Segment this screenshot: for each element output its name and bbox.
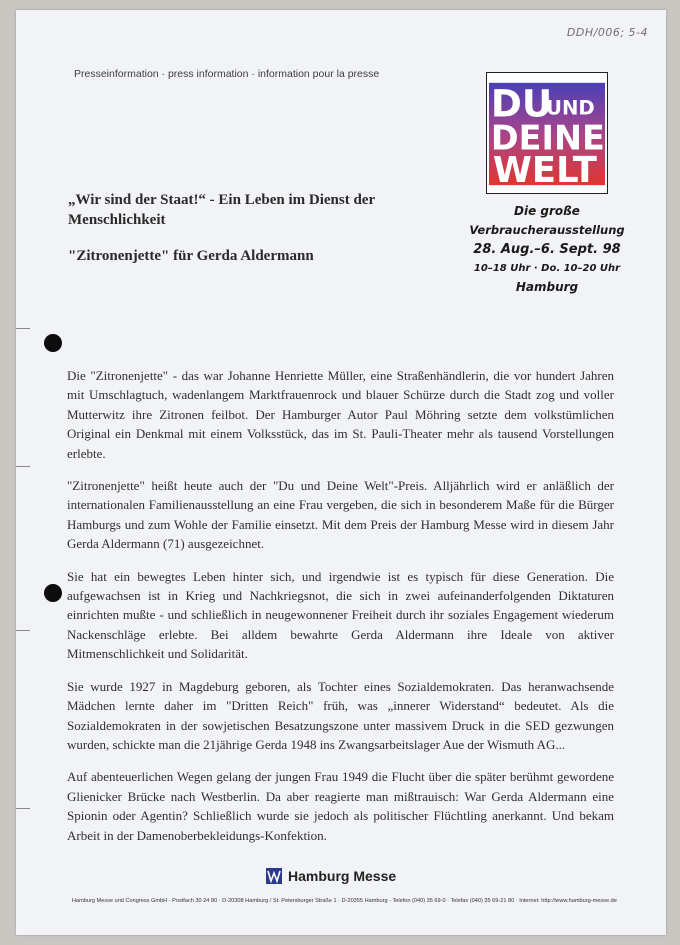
fold-mark bbox=[16, 328, 30, 329]
fair-info-block bbox=[456, 202, 638, 297]
paragraph: Sie hat ein bewegtes Leben hinter sich, und irgendwie ist es typisch für diese Generation. Die aufgewachsen ist in Krieg und Nachkriegsnot, die sich in zwei aufeinanderfolgenden Diktaturen einrichten mußte - und schließlich in neugewonnener Freiheit durch ihr soziales Engagement wiederum Nackenschläge erlebte. Bei alldem bewahrte Gerda Aldermann ihre Ideale von aktiver Mitmenschlichkeit und Solidarität. bbox=[67, 568, 614, 662]
paragraph: "Zitronenjette" heißt heute auch der "Du und Deine Welt"-Preis. Alljährlich wird er anläßlich der internationalen Familienausstellung an eine Frau vergeben, die sich in besonderem Maße für die Bürger Hamburgs und zum Wohle der Familie einsetzt. Mit dem Preis der Hamburg Messe wird in diesem Jahr Gerda Aldermann (71) ausgezeichnet. bbox=[67, 478, 614, 552]
hamburg-messe-mark-icon bbox=[266, 868, 282, 884]
fair-city: Hamburg bbox=[515, 280, 579, 294]
fold-mark bbox=[16, 808, 30, 809]
paragraph: Die "Zitronenjette" - das war Johanne Henriette Müller, eine Straßenhändlerin, die vor hundert Jahren mit Umschlagtuch, wadenlangem Marktfrauenrock und blauer Schürze durch die Stadt zog und voller Mutterwitz ihre Zitronen feilbot. Der Hamburger Autor Paul Möhring setzte dem volkstümlichen Original ein Denkmal mit einem Volksstück, das im St. Pauli-Theater mehr als tausend Vorstellungen erlebte. bbox=[67, 368, 614, 461]
paragraph: Auf abenteuerlichen Wegen gelang der jungen Frau 1949 die Flucht über die später berühmt gewordene Glienicker Brücke nach Westberlin. Da aber reagierte man mißtrauisch: War Gerda Aldermann eine Spionin oder Agentin? Schließlich wurde sie jedoch als politischer Flüchtling anerkannt. Und bekam Arbeit in der Damenoberbekleidungs-Konfektion. bbox=[67, 769, 614, 843]
logo-welt: WELT bbox=[492, 150, 597, 192]
punch-hole bbox=[44, 334, 62, 352]
fair-line-1: Die große bbox=[514, 204, 580, 218]
hamburg-messe-name: Hamburg Messe bbox=[288, 868, 397, 884]
hamburg-messe-logo bbox=[266, 868, 396, 884]
fair-line-2: Verbraucherausstellung bbox=[469, 223, 625, 237]
logo-du: DU bbox=[490, 81, 553, 126]
press-release-page bbox=[16, 10, 666, 935]
du-und-deine-welt-logo bbox=[486, 72, 608, 194]
logo-und: UND bbox=[546, 96, 595, 120]
subtitle: "Zitronenjette" für Gerda Aldermann bbox=[68, 248, 314, 264]
fold-mark bbox=[16, 630, 30, 631]
fair-dates: 28. Aug.–6. Sept. 98 bbox=[473, 242, 621, 257]
paragraph: Sie wurde 1927 in Magdeburg geboren, als Tochter eines Sozialdemokraten. Das heranwachsende Mädchen lernte daher im "Dritten Reich" früh, was „innerer Widerstand“ bedeutet. Als die Sozialdemokraten in der sowjetischen Besatzungszone unter massivem Druck in die SED gezwungen wurden, schickte man die 21jährige Gerda 1948 ins Zwangsarbeitslager Aue der Wismuth AG... bbox=[67, 678, 614, 752]
footer-address: Hamburg Messe und Congress GmbH · Postfach 30 24 80 · D-20308 Hamburg / St. Petersburger Straße 1 · D-20355 Hamburg · Telefon (040) 35 69-0 · Telefax (040) 35 69-21 80 · Internet: http://www.hamburg-messe.de bbox=[72, 898, 617, 904]
press-info-header: Presseinformation · press information · information pour la presse bbox=[74, 68, 380, 80]
logo-deine: DEINE bbox=[490, 118, 605, 158]
body-text bbox=[67, 366, 614, 858]
handwritten-archive-note: DDH/006; 5-4 bbox=[566, 26, 648, 39]
fold-mark bbox=[16, 466, 30, 467]
punch-hole bbox=[44, 584, 62, 602]
page-title: „Wir sind der Staat!“ - Ein Leben im Dienst der Menschlichkeit bbox=[68, 192, 375, 228]
fair-hours: 10–18 Uhr · Do. 10–20 Uhr bbox=[473, 263, 621, 274]
